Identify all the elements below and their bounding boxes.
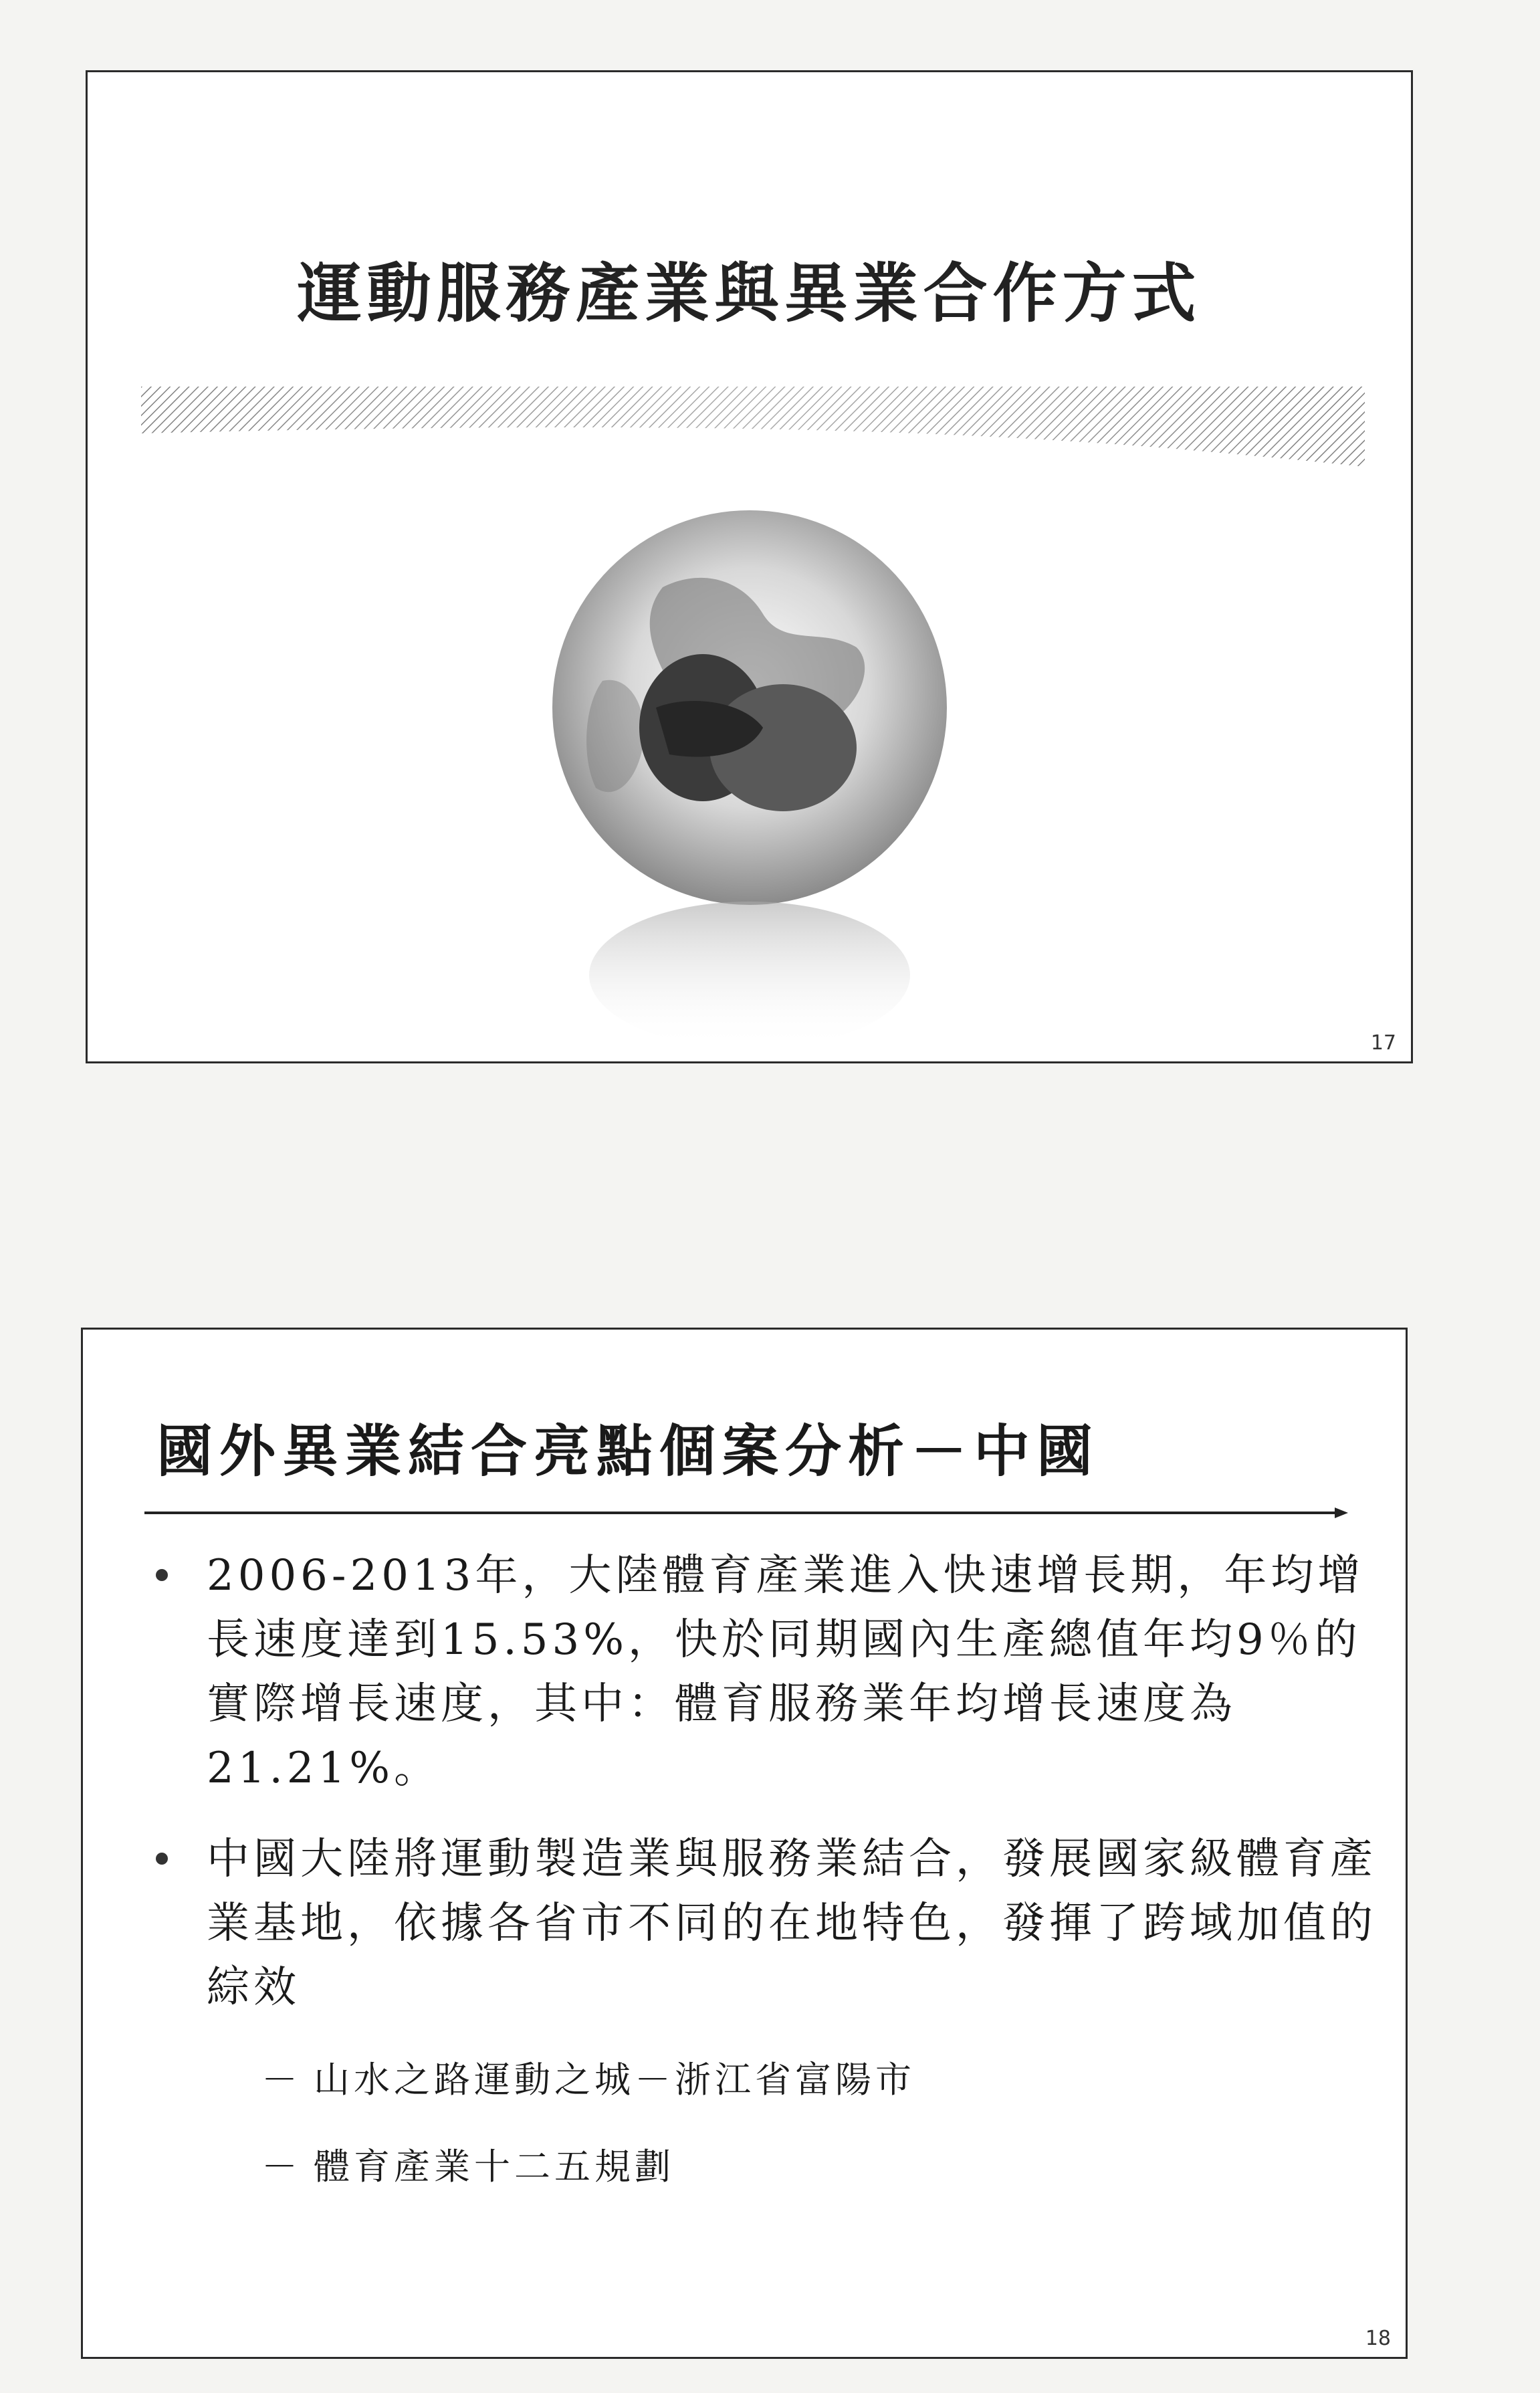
slide-18-title: 國外異業結合亮點個案分析－中國 xyxy=(156,1418,1100,1484)
sub-bullet-text: 山水之路運動之城－浙江省富陽市 xyxy=(314,2059,915,2101)
dash-marker: － xyxy=(261,2146,302,2188)
globe-handshake-image xyxy=(542,507,957,1055)
slide-18 xyxy=(81,1328,1408,2359)
bullet-item xyxy=(146,1544,1384,1800)
decorative-hatch-band xyxy=(141,387,1365,467)
title-underline-arrow xyxy=(144,1505,1348,1521)
bullet-list xyxy=(146,1544,1384,2220)
page-number: 17 xyxy=(1370,1031,1396,1055)
page-number: 18 xyxy=(1365,2327,1391,2350)
sub-bullet-item xyxy=(207,2140,1384,2194)
sub-bullet-item xyxy=(207,2053,1384,2107)
bullet-dot-icon xyxy=(156,1569,168,1581)
slide-17 xyxy=(86,70,1413,1063)
sub-bullet-list xyxy=(207,2053,1384,2194)
dash-marker: － xyxy=(261,2059,302,2101)
bullet-dot-icon xyxy=(156,1853,168,1865)
bullet-text: 中國大陸將運動製造業與服務業結合，發展國家級體育產業基地，依據各省市不同的在地特色，發揮了跨域加值的綜效 xyxy=(207,1835,1377,2012)
sub-bullet-text: 體育產業十二五規劃 xyxy=(314,2146,675,2188)
bullet-item xyxy=(146,1827,1384,2194)
bullet-text: 2006-2013年，大陸體育產業進入快速增長期，年均增長速度達到15.53%，快於同期國內生產總值年均9％的實際增長速度，其中：體育服務業年均增長速度為21.21%。 xyxy=(207,1551,1365,1793)
slide-17-title: 運動服務產業與異業合作方式 xyxy=(297,255,1202,331)
